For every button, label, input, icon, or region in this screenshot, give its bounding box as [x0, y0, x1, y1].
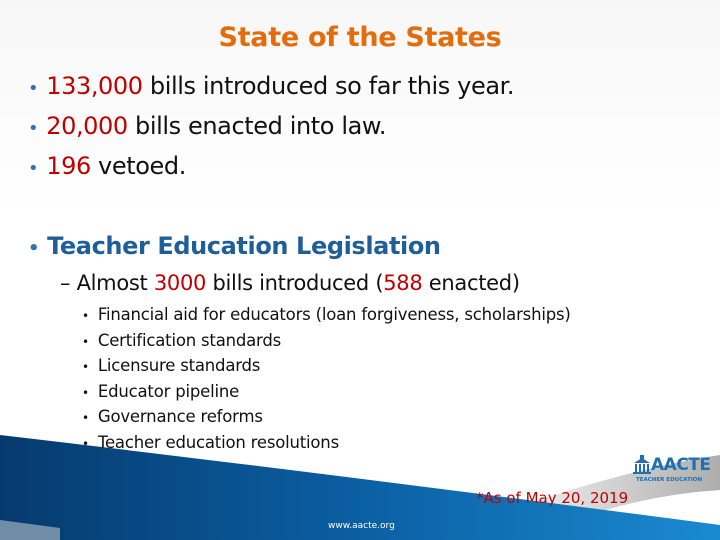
bullet-icon: • — [28, 118, 39, 139]
list-item-text: Certification standards — [97, 331, 282, 350]
list-item — [82, 305, 571, 324]
stat-text: vetoed. — [90, 152, 186, 180]
section-heading — [28, 232, 441, 260]
section-heading-text: Teacher Education Legislation — [47, 232, 441, 260]
dash: – — [60, 271, 77, 295]
stat-number: 133,000 — [46, 72, 143, 100]
sub-text: Almost — [76, 271, 154, 295]
section-subline — [60, 271, 520, 295]
list-item — [82, 356, 260, 375]
footnote: *As of May 20, 2019 — [476, 489, 629, 507]
logo-tagline: TEACHER EDUCATION — [636, 477, 703, 483]
bullet-icon: • — [28, 78, 39, 99]
list-item-text: Governance reforms — [97, 407, 263, 426]
bills-count: 3000 — [153, 271, 207, 295]
sub-text: enacted) — [422, 271, 520, 295]
bullet-icon: • — [82, 335, 89, 349]
list-item-text: Financial aid for educators (loan forgiveness, scholarships) — [97, 305, 571, 324]
stat-number: 20,000 — [46, 112, 128, 140]
list-item-text: Licensure standards — [97, 356, 261, 375]
list-item — [82, 331, 281, 350]
stat-number: 196 — [46, 152, 91, 180]
slide-title: State of the States — [218, 22, 502, 53]
list-item-text: Teacher education resolutions — [97, 433, 339, 452]
stat-text: bills introduced so far this year. — [142, 72, 515, 100]
stat-item — [28, 72, 514, 100]
stat-item — [28, 152, 186, 180]
bullet-icon: • — [82, 437, 89, 451]
aacte-logo — [633, 455, 711, 491]
bullet-icon: • — [82, 309, 89, 323]
logo-name: AACTE — [651, 455, 711, 475]
bullet-icon: • — [82, 386, 89, 400]
list-item — [82, 407, 263, 426]
bullet-icon: • — [28, 238, 40, 259]
sub-text: bills introduced ( — [206, 271, 384, 295]
enacted-count: 588 — [383, 271, 423, 295]
stat-item — [28, 112, 386, 140]
website-url: www.aacte.org — [328, 521, 395, 531]
list-item — [82, 433, 339, 452]
bullet-icon: • — [82, 360, 89, 374]
bullet-icon: • — [82, 411, 89, 425]
stat-text: bills enacted into law. — [127, 112, 387, 140]
list-item-text: Educator pipeline — [97, 382, 240, 401]
list-item — [82, 382, 239, 401]
bullet-icon: • — [28, 158, 39, 179]
building-icon — [633, 455, 651, 475]
